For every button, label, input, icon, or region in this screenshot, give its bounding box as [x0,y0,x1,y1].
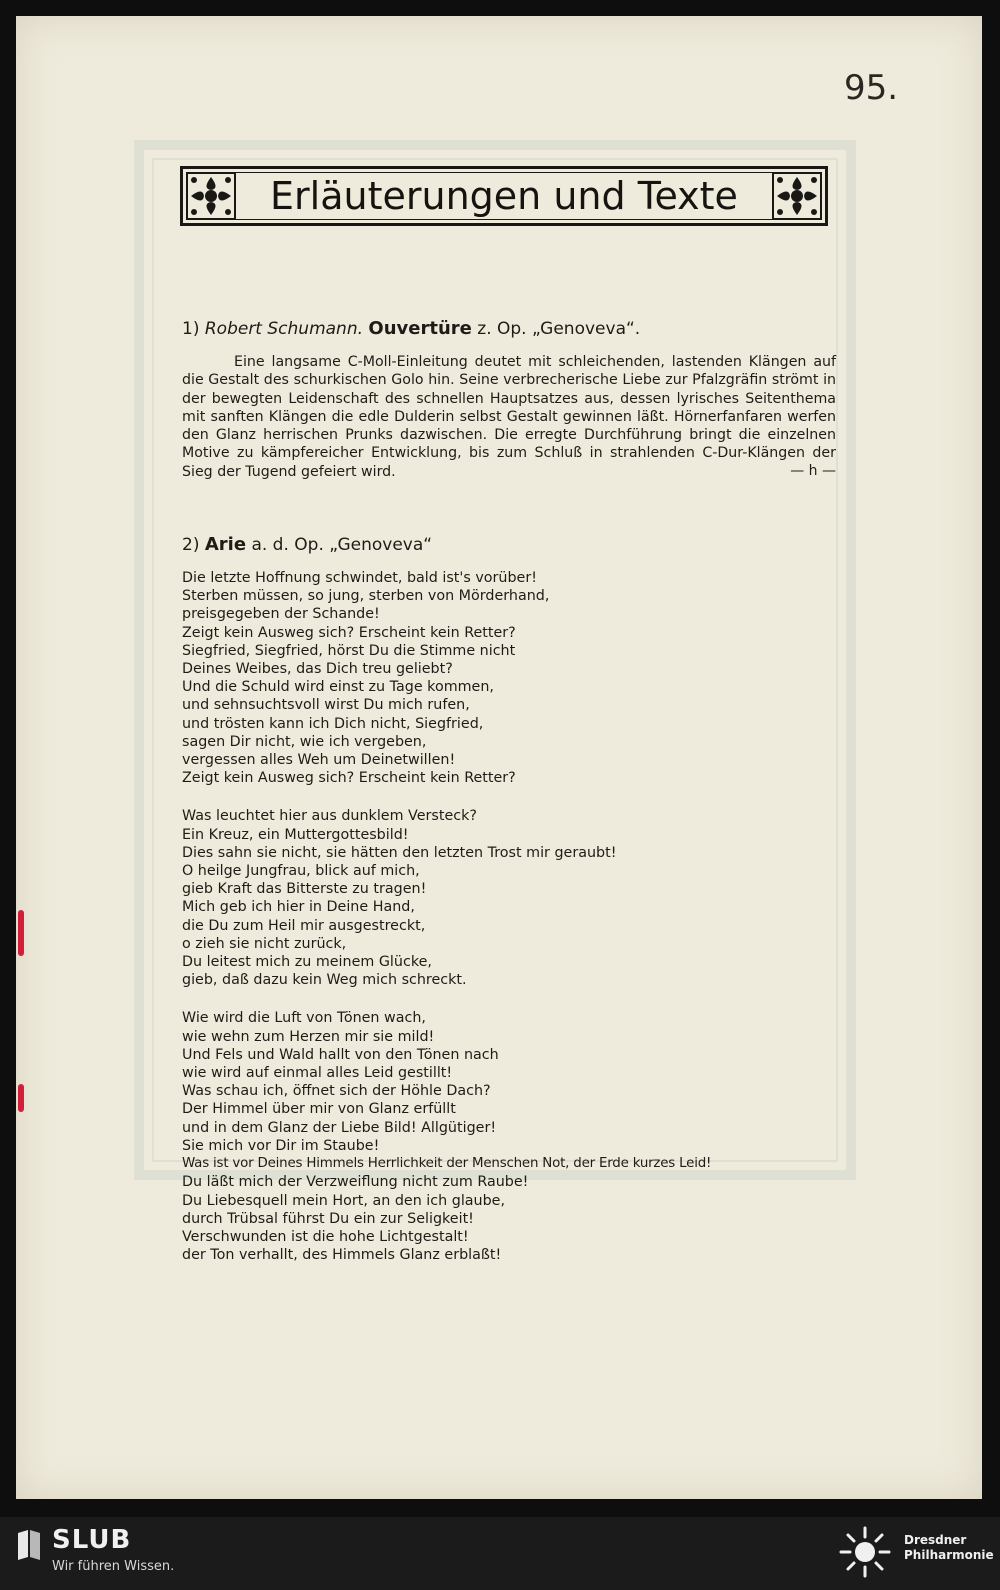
lyric-line: wie wehn zum Herzen mir sie mild! [182,1028,435,1045]
lyric-line: Was ist vor Deines Himmels Herrlichkeit der Menschen Not, der Erde kurzes Leid! [182,1156,712,1172]
opera-reference: a. d. Op. „Genoveva“ [251,535,433,555]
lyric-line: Du Liebesquell mein Hort, an den ich glaube, [182,1192,506,1209]
lyric-line: der Ton verhallt, des Himmels Glanz erblaßt! [182,1247,502,1264]
section-heading [182,534,842,555]
lyric-line: O heilge Jungfrau, blick auf mich, [182,863,420,880]
lyric-line: gieb, daß dazu kein Weg mich schreckt. [182,972,467,989]
philharmonie-logo-icon [838,1525,892,1579]
lyric-line: Und die Schuld wird einst zu Tage kommen, [182,679,494,696]
lyric-line: Siegfried, Siegfried, hörst Du die Stimme nicht [182,642,516,659]
section-number: 2) [182,535,200,555]
lyric-line: und in dem Glanz der Liebe Bild! Allgütiger! [182,1119,497,1136]
lyric-line: Zeigt kein Ausweg sich? Erscheint kein Retter? [182,624,516,641]
lyric-line: Wie wird die Luft von Tönen wach, [182,1010,426,1027]
lyric-line: Verschwunden ist die hohe Lichtgestalt! [182,1228,469,1245]
lyric-line: Sie mich vor Dir im Staube! [182,1137,380,1154]
lyric-line: sagen Dir nicht, wie ich vergeben, [182,733,427,750]
library-name: SLUB [52,1525,132,1555]
title-banner [180,166,828,226]
stanza [182,569,842,787]
lyric-line: Der Himmel über mir von Glanz erfüllt [182,1101,456,1118]
lyric-line: die Du zum Heil mir ausgestreckt, [182,917,426,934]
section-aria [182,534,842,1284]
red-mark [18,910,24,956]
lyric-line: o zieh sie nicht zurück, [182,935,347,952]
partner-name-line: Dresdner [904,1533,967,1547]
ornament-left-icon [185,171,237,221]
lyric-line: durch Trübsal führst Du ein zur Seligkeit! [182,1210,474,1227]
red-mark [18,1084,24,1112]
library-claim: Wir führen Wissen. [52,1559,175,1574]
lyric-line: Dies sahn sie nicht, sie hätten den letzten Trost mir geraubt! [182,844,617,861]
lyric-line: Du leitest mich zu meinem Glücke, [182,954,432,971]
opera-reference: z. Op. „Genoveva“. [477,319,641,339]
lyric-line: Sterben müssen, so jung, sterben von Mörderhand, [182,588,550,605]
work-title: Arie [204,534,247,555]
lyric-line: und trösten kann ich Dich nicht, Siegfried, [182,715,484,732]
viewer-footer [0,1517,1000,1590]
lyric-line: vergessen alles Weh um Deinetwillen! [182,752,456,769]
partner-name-line: Philharmonie [904,1548,994,1562]
lyric-line: Die letzte Hoffnung schwindet, bald ist's vorüber! [182,570,537,586]
page-title: Erläuterungen und Texte [270,174,738,218]
lyric-line: Was leuchtet hier aus dunklem Versteck? [182,808,477,825]
lyric-line: preisgegeben der Schande! [182,606,380,623]
stanza [182,1009,842,1264]
work-title: Ouvertüre [368,318,472,339]
section-overture [182,318,836,479]
lyric-line: Deines Weibes, das Dich treu geliebt? [182,661,453,678]
author-signature: — h — [790,463,836,480]
lyric-line: Zeigt kein Ausweg sich? Erscheint kein Retter? [182,770,516,787]
ornament-right-icon [771,171,823,221]
lyric-line: wie wird auf einmal alles Leid gestillt! [182,1065,453,1082]
slub-book-icon [16,1529,42,1561]
page-number: 95. [844,68,899,108]
section-heading [182,318,836,339]
partner-name [904,1533,994,1563]
overture-description: Eine langsame C-Moll-Einleitung deutet mit schleichenden, lastenden Klängen auf die Gestalt des schurkischen Golo hin. Seine verbrecherische Liebe zur Pfalzgräfin strömt in der bewegten Leidenschaft des schnellen Hauptsatzes aus, dessen lyrisches Seitenthema mit sanften Klängen die edle Dulderin selbst Gestalt gewinnen läßt. Hörnerfanfaren werfen den Glanz herrischen Prunks dazwischen. Die erregte Durchführung bringt die einzelnen Motive zu kämpfereicher Entwicklung, bis zum Schluß in strahlenden C-Dur-Klängen der Sieg der Tugend gefeiert wird. [182,354,836,480]
stanza [182,807,842,989]
composer-name: Robert Schumann. [204,319,363,339]
section-number: 1) [182,319,200,339]
lyric-line: Was schau ich, öffnet sich der Höhle Dach? [182,1083,491,1100]
lyric-line: Du läßt mich der Verzweiflung nicht zum Raube! [182,1174,529,1191]
lyric-line: Ein Kreuz, ein Muttergottesbild! [182,826,409,843]
lyric-line: Und Fels und Wald hallt von den Tönen nach [182,1046,499,1063]
lyric-line: und sehnsuchtsvoll wirst Du mich rufen, [182,697,470,714]
lyric-line: Mich geb ich hier in Deine Hand, [182,899,415,916]
lyric-line: gieb Kraft das Bitterste zu tragen! [182,881,427,898]
